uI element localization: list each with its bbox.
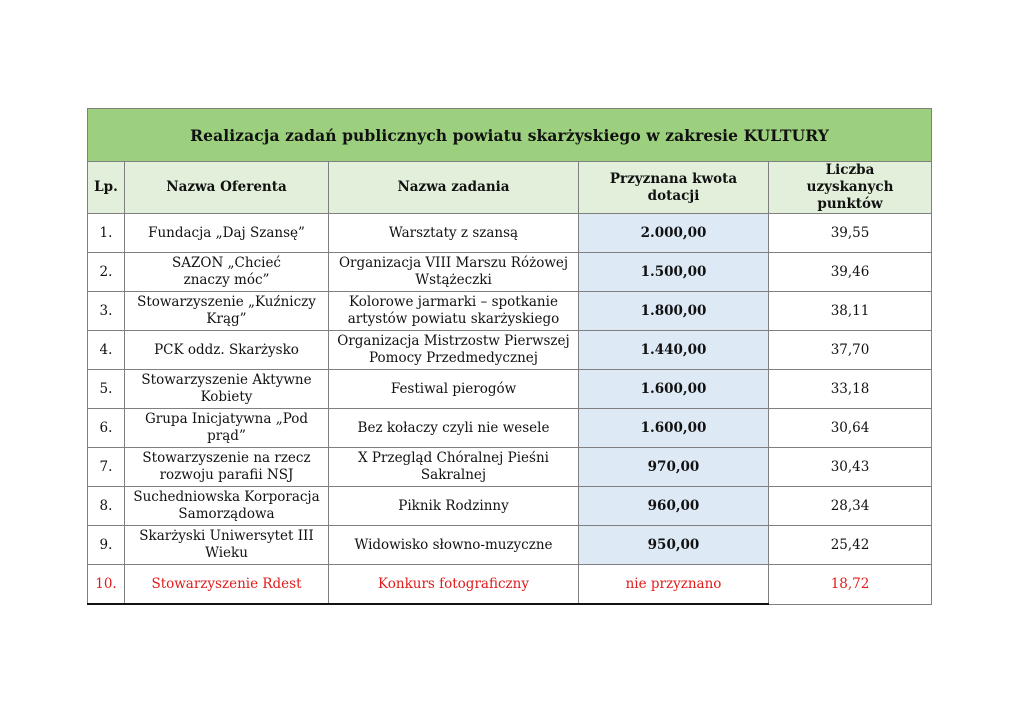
cell-punkty: 37,70: [769, 331, 932, 370]
cell-kwota: 1.800,00: [579, 292, 769, 331]
cell-oferent: Suchedniowska Korporacja Samorządowa: [125, 487, 329, 526]
cell-kwota: 970,00: [579, 448, 769, 487]
cell-lp: 4.: [88, 331, 125, 370]
cell-kwota: 1.600,00: [579, 409, 769, 448]
header-lp: Lp.: [88, 162, 125, 214]
results-table-container: [87, 108, 931, 605]
cell-zadanie: Bez kołaczy czyli nie wesele: [329, 409, 579, 448]
cell-lp: 1.: [88, 214, 125, 253]
cell-zadanie: Widowisko słowno-muzyczne: [329, 526, 579, 565]
cell-lp: 5.: [88, 370, 125, 409]
cell-kwota: 950,00: [579, 526, 769, 565]
cell-zadanie: Organizacja VIII Marszu Różowej Wstążeczki: [329, 253, 579, 292]
cell-kwota: 1.600,00: [579, 370, 769, 409]
cell-oferent: Stowarzyszenie na rzecz rozwoju parafii NSJ: [125, 448, 329, 487]
table-row-rejected: [88, 565, 932, 605]
cell-punkty: 38,11: [769, 292, 932, 331]
cell-zadanie: Piknik Rodzinny: [329, 487, 579, 526]
cell-punkty: 25,42: [769, 526, 932, 565]
table-row: [88, 292, 932, 331]
header-punkty: Liczba uzyskanych punktów: [769, 162, 932, 214]
header-kwota: Przyznana kwota dotacji: [579, 162, 769, 214]
table-row: [88, 448, 932, 487]
table-title-row: [88, 109, 932, 162]
table-row: [88, 214, 932, 253]
table-title: Realizacja zadań publicznych powiatu skarżyskiego w zakresie KULTURY: [88, 109, 932, 162]
results-table: [87, 108, 932, 605]
cell-zadanie: Organizacja Mistrzostw Pierwszej Pomocy Przedmedycznej: [329, 331, 579, 370]
cell-punkty: 33,18: [769, 370, 932, 409]
cell-punkty: 30,64: [769, 409, 932, 448]
cell-lp: 10.: [88, 565, 125, 605]
cell-punkty: 39,55: [769, 214, 932, 253]
table-row: [88, 526, 932, 565]
cell-oferent: SAZON „Chcieć znaczy móc”: [125, 253, 329, 292]
cell-zadanie: X Przegląd Chóralnej Pieśni Sakralnej: [329, 448, 579, 487]
cell-oferent: Stowarzyszenie „Kuźniczy Krąg”: [125, 292, 329, 331]
cell-zadanie: Warsztaty z szansą: [329, 214, 579, 253]
cell-kwota: 2.000,00: [579, 214, 769, 253]
header-zadanie: Nazwa zadania: [329, 162, 579, 214]
table-row: [88, 253, 932, 292]
cell-kwota: 1.500,00: [579, 253, 769, 292]
cell-kwota: 960,00: [579, 487, 769, 526]
cell-oferent: PCK oddz. Skarżysko: [125, 331, 329, 370]
cell-lp: 6.: [88, 409, 125, 448]
cell-lp: 8.: [88, 487, 125, 526]
header-oferent: Nazwa Oferenta: [125, 162, 329, 214]
cell-oferent: Stowarzyszenie Aktywne Kobiety: [125, 370, 329, 409]
table-header-row: [88, 162, 932, 214]
cell-lp: 7.: [88, 448, 125, 487]
table-row: [88, 331, 932, 370]
cell-punkty: 30,43: [769, 448, 932, 487]
cell-lp: 9.: [88, 526, 125, 565]
cell-oferent: Stowarzyszenie Rdest: [125, 565, 329, 605]
cell-oferent: Skarżyski Uniwersytet III Wieku: [125, 526, 329, 565]
table-row: [88, 370, 932, 409]
cell-lp: 2.: [88, 253, 125, 292]
cell-punkty: 18,72: [769, 565, 932, 605]
cell-kwota: 1.440,00: [579, 331, 769, 370]
table-row: [88, 487, 932, 526]
cell-kwota: nie przyznano: [579, 565, 769, 605]
cell-zadanie: Festiwal pierogów: [329, 370, 579, 409]
cell-lp: 3.: [88, 292, 125, 331]
cell-zadanie: Konkurs fotograficzny: [329, 565, 579, 605]
cell-punkty: 28,34: [769, 487, 932, 526]
table-row: [88, 409, 932, 448]
cell-oferent: Grupa Inicjatywna „Pod prąd”: [125, 409, 329, 448]
cell-punkty: 39,46: [769, 253, 932, 292]
cell-oferent: Fundacja „Daj Szansę”: [125, 214, 329, 253]
cell-zadanie: Kolorowe jarmarki – spotkanie artystów powiatu skarżyskiego: [329, 292, 579, 331]
